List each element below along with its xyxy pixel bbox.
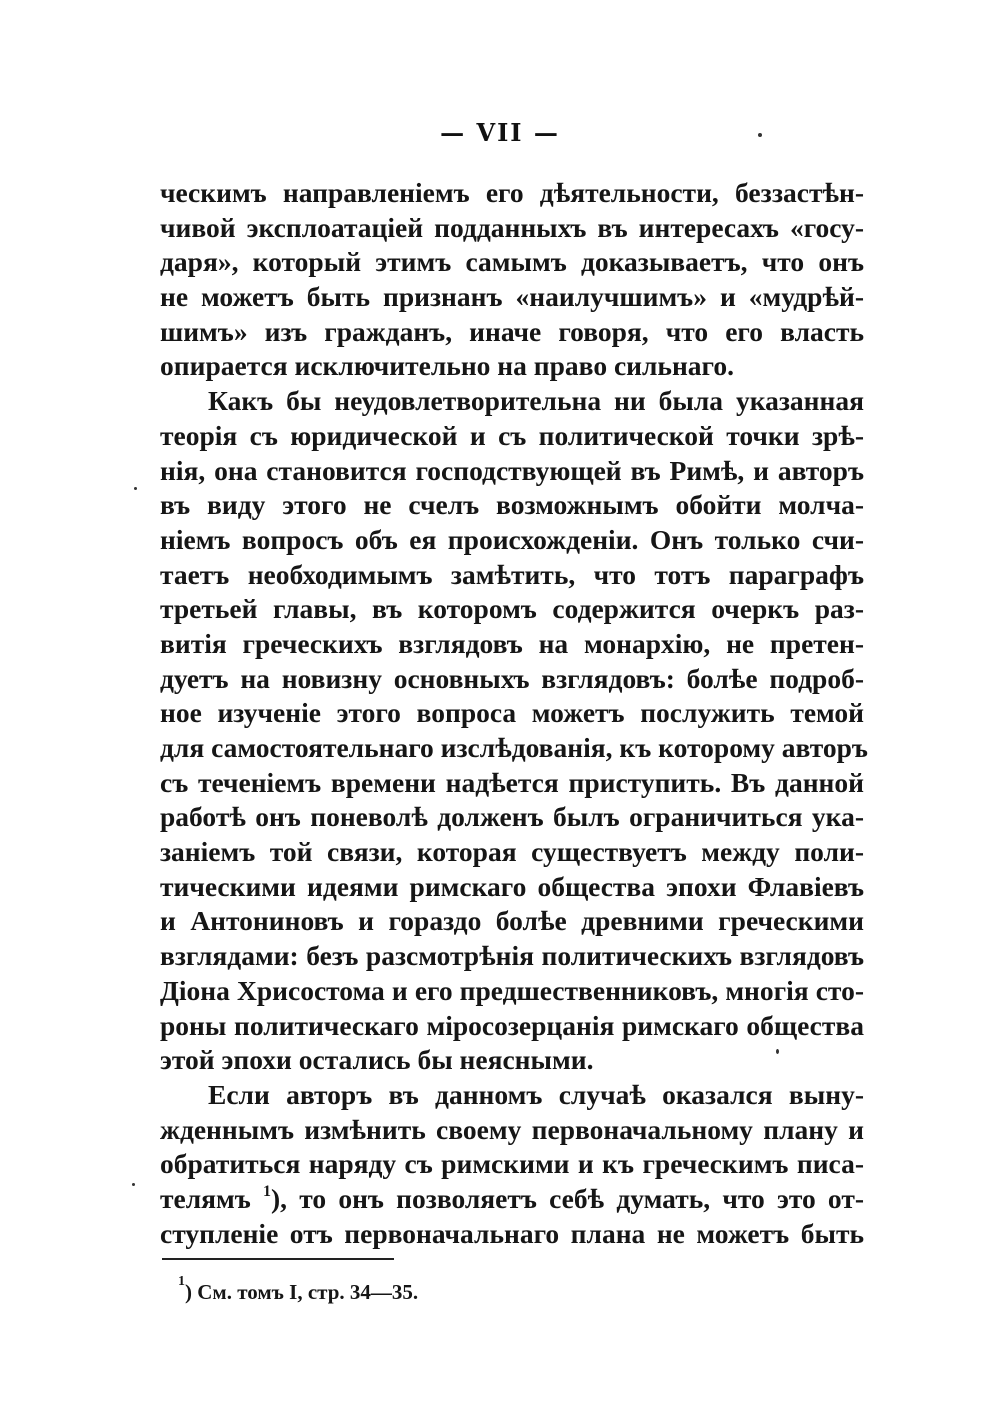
text-line: ческимъ направленіемъ его дѣятельности, беззастѣн- xyxy=(160,177,864,208)
text-line: чивой эксплоатаціей подданныхъ въ интересахъ «госу- xyxy=(160,211,864,243)
line-segment: ), то онъ позволяетъ себѣ думать, что это от- xyxy=(271,1182,864,1214)
paragraph-1 xyxy=(160,176,864,384)
text-line: таетъ необходимымъ замѣтить, что тотъ параграфъ xyxy=(160,558,864,590)
text-line: въ виду этого не счелъ возможнымъ обойти молча- xyxy=(160,489,864,521)
text-line: даря», который этимъ самымъ доказываетъ, что онъ xyxy=(160,246,864,278)
text-line: взглядами: безъ разсмотрѣнія политическихъ взглядовъ xyxy=(160,940,864,972)
text-line: теорія съ юридической и съ политической точки зрѣ- xyxy=(160,419,864,451)
text-line: тическими идеями римскаго общества эпохи Флавіевъ xyxy=(160,870,864,902)
text-line: третьей главы, въ которомъ содержится очеркъ раз- xyxy=(160,593,864,625)
footnote-separator xyxy=(162,1258,394,1260)
text-line: заніемъ той связи, которая существуетъ между поли- xyxy=(160,836,864,868)
scan-speck xyxy=(776,1049,779,1054)
page-number-header: — VII — xyxy=(440,118,560,147)
footnote-text: ) См. томъ I, стр. 34—35. xyxy=(185,1280,419,1304)
text-line: этой эпохи остались бы неясными. xyxy=(160,1044,594,1076)
text-line: ступленіе отъ первоначальнаго плана не можетъ быть xyxy=(160,1217,864,1249)
scan-speck xyxy=(134,487,137,490)
text-line: опирается исключительно на право сильнаго. xyxy=(160,350,734,382)
text-line: и Антониновъ и гораздо болѣе древними греческими xyxy=(160,905,864,937)
scan-speck xyxy=(132,1183,135,1186)
paragraph-3 xyxy=(160,1078,864,1251)
footnote-mark: 1 xyxy=(178,1274,185,1289)
text-line: ное изученіе этого вопроса можетъ послужить темой xyxy=(160,697,864,729)
footnote xyxy=(178,1274,419,1305)
line-segment: телямъ xyxy=(160,1182,263,1214)
paragraph-2 xyxy=(160,384,868,1078)
text-line: роны политическаго міросозерцанія римскаго общества xyxy=(160,1009,864,1041)
text-line: дуетъ на новизну основныхъ взглядовъ: болѣе подроб- xyxy=(160,662,864,694)
text-line: не можетъ быть признанъ «наилучшимъ» и «мудрѣй- xyxy=(160,281,864,313)
text-line-with-footnote-ref xyxy=(160,1182,864,1217)
text-line: Какъ бы неудовлетворительна ни была указанная xyxy=(208,385,864,417)
text-line: нія, она становится господствующей въ Римѣ, и авторъ xyxy=(160,454,864,486)
text-line: жденнымъ измѣнить своему первоначальному плану и xyxy=(160,1113,864,1145)
main-text xyxy=(160,176,868,1251)
text-line: съ теченіемъ времени надѣется приступить. Въ данной xyxy=(160,766,864,798)
text-line: работѣ онъ поневолѣ долженъ былъ ограничиться ука- xyxy=(160,801,864,833)
text-line: Если авторъ въ данномъ случаѣ оказался выну- xyxy=(208,1078,864,1110)
text-line: Діона Хрисостома и его предшественниковъ, многія сто- xyxy=(160,974,864,1006)
text-line: для самостоятельнаго изслѣдованія, къ которому авторъ xyxy=(160,732,868,763)
text-line: обратиться наряду съ римскими и къ греческимъ писа- xyxy=(160,1148,864,1180)
scan-speck xyxy=(758,133,762,137)
text-line: ніемъ вопросъ объ ея происхожденіи. Онъ только счи- xyxy=(160,523,864,555)
text-line: шимъ» изъ гражданъ, иначе говоря, что его власть xyxy=(160,315,864,347)
text-line: витія греческихъ взглядовъ на монархію, не претен- xyxy=(160,627,864,659)
footnote-reference[interactable]: 1 xyxy=(263,1182,271,1200)
